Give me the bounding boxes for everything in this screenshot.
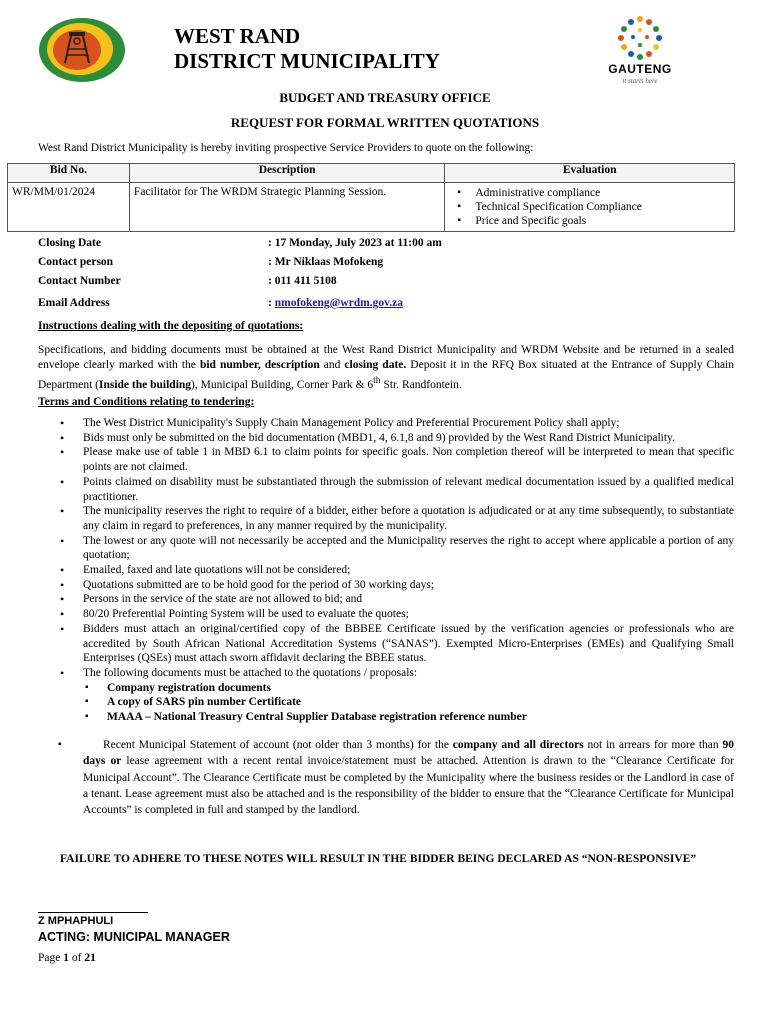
depositing-text-3: Deposit it in the RFQ Box situated at the Entrance of Supply Chain Department ( xyxy=(38,359,734,391)
list-item: • 80/20 Preferential Pointing System will be used to evaluate the quotes; xyxy=(38,607,734,622)
intro-text: West Rand District Municipality is hereby inviting prospective Service Providers to quote on the following: xyxy=(38,142,534,154)
depositing-paragraph xyxy=(38,343,734,393)
depositing-superscript: th xyxy=(373,375,381,386)
email-label: Email Address xyxy=(38,297,110,309)
municipality-title-line2: DISTRICT MUNICIPALITY xyxy=(174,49,440,73)
depositing-heading-colon: : xyxy=(299,320,304,332)
list-item: • Bids must only be submitted on the bid documentation (MBD1, 4, 6.1,8 and 9) provided by the West Rand District Municipality. xyxy=(38,431,734,446)
document-header xyxy=(0,0,770,92)
square-bullet-icon: ▪ xyxy=(58,739,62,750)
list-item: • The West District Municipality's Supply Chain Management Policy and Preferential Procurement Policy shall apply; xyxy=(38,416,734,431)
list-item xyxy=(38,666,734,725)
municipality-title xyxy=(174,24,440,74)
page-of: of xyxy=(68,952,85,964)
email-prefix: : xyxy=(268,297,275,309)
list-item: • Bidders must attach an original/certified copy of the BBBEE Certificate issued by the verification agencies or professionals who are accredited by South African National Accreditation Systems (“SANAS”). Exempted Micro-Enterprises (EMEs) and Qualifying Small Enterprises (QSEs) must attach sworn affidavit declaring the BBEE status. xyxy=(38,622,734,666)
bid-evaluation-cell xyxy=(445,183,735,232)
municipality-title-line1: WEST RAND xyxy=(174,24,301,48)
statement-text-3: lease agreement with a recent rental invoice/statement must be attached. Attention is drawn to the “Clearance Certificate for Municipal Account”. The Clearance Certificate must be completed by the Municipality where the business resides or the Landlord in case of a tenant. Lease agreement must also be attached and is the responsibility of the bidder to ensure that the “Clearance Certificate for Municipal Accounts” is completed in full and stamped by the landlord. xyxy=(83,755,734,817)
gauteng-tagline: it starts here xyxy=(622,77,658,85)
signature-line xyxy=(38,912,148,913)
depositing-text-5: Str. Randfontein. xyxy=(380,378,462,391)
depositing-bold-2: closing date. xyxy=(344,359,407,371)
list-item: ▪ Administrative compliance xyxy=(457,186,730,200)
bid-number-cell: WR/MM/01/2024 xyxy=(8,183,130,232)
list-item: • Quotations submitted are to be hold good for the period of 30 working days; xyxy=(38,578,734,593)
contact-person-label: Contact person xyxy=(38,256,114,268)
gauteng-logo xyxy=(588,15,692,87)
statement-bold-1: company and all directors xyxy=(452,739,584,751)
depositing-heading-text: Instructions dealing with the depositing of quotations xyxy=(38,320,300,332)
list-item: • Please make use of table 1 in MBD 6.1 to claim points for specific goals. Non completion thereof will be interpreted to mean that specific points are not claimed. xyxy=(38,445,734,474)
page-total: 21 xyxy=(84,952,96,964)
municipal-statement-text xyxy=(58,737,734,818)
closing-date-label: Closing Date xyxy=(38,237,101,249)
depositing-bold-1: bid number, description xyxy=(199,359,320,371)
statement-text-2: not in arrears for more than xyxy=(583,739,723,751)
closing-date-value: : 17 Monday, July 2023 at 11:00 am xyxy=(268,237,442,249)
email-value xyxy=(268,297,403,309)
gauteng-name: GAUTENG xyxy=(608,62,672,76)
gauteng-dots-icon xyxy=(588,15,692,61)
statement-text-1: Recent Municipal Statement of account (not older than 3 months) for the xyxy=(103,739,453,751)
bid-table-header-description: Description xyxy=(129,164,444,183)
list-item: • The municipality reserves the right to require of a bidder, either before a quotation is adjudicated or at any time subsequently, to substantiate any claim in regard to preferences, in any manner required by the municipality. xyxy=(38,504,734,533)
page-current: 1 xyxy=(63,952,69,964)
signatory-title: ACTING: MUNICIPAL MANAGER xyxy=(38,930,230,944)
list-item: • Emailed, faxed and late quotations will not be considered; xyxy=(38,563,734,578)
list-item: ▪ A copy of SARS pin number Certificate xyxy=(83,695,734,710)
rfq-title: REQUEST FOR FORMAL WRITTEN QUOTATIONS xyxy=(230,115,540,130)
list-item: ▪ Price and Specific goals xyxy=(457,214,730,228)
municipality-logo-icon xyxy=(38,17,126,83)
depositing-bold-3: Inside the building xyxy=(99,378,192,391)
evaluation-list xyxy=(449,186,730,228)
depositing-text-2: and xyxy=(319,359,345,371)
depositing-heading xyxy=(38,320,303,332)
documents-required-text: • The following documents must be attached to the quotations / proposals: xyxy=(83,666,418,679)
terms-heading: Terms and Conditions relating to tendering: xyxy=(38,396,255,408)
page-number xyxy=(38,952,96,964)
depositing-text-4: ), Municipal Building, Corner Park & 6 xyxy=(191,378,374,391)
signatory-name: Z MPHAPHULI xyxy=(38,915,114,927)
bid-table xyxy=(7,163,735,232)
bid-table-header-row xyxy=(8,164,735,183)
required-documents-list xyxy=(83,681,734,725)
list-item: • The lowest or any quote will not necessarily be accepted and the Municipality reserves the right to accept where applicable a portion of any quotation; xyxy=(38,534,734,563)
table-row xyxy=(8,183,735,232)
page-prefix: Page xyxy=(38,952,64,964)
bid-description-cell: Facilitator for The WRDM Strategic Planning Session. xyxy=(129,183,444,232)
list-item: ▪ Company registration documents xyxy=(83,681,734,696)
terms-list xyxy=(38,416,734,725)
contact-number-label: Contact Number xyxy=(38,275,121,287)
list-item: ▪ Technical Specification Compliance xyxy=(457,200,730,214)
failure-notice: FAILURE TO ADHERE TO THESE NOTES WILL RESULT IN THE BIDDER BEING DECLARED AS “NON-RESPONSIVE” xyxy=(60,853,697,865)
contact-number-value: : 011 411 5108 xyxy=(268,275,337,287)
statement-bold-2: 90 days or xyxy=(83,739,734,768)
contact-person-value: : Mr Niklaas Mofokeng xyxy=(268,256,384,268)
email-link[interactable]: nmofokeng@wrdm.gov.za xyxy=(274,297,403,309)
bid-table-header-evaluation: Evaluation xyxy=(445,164,735,183)
municipal-statement-paragraph xyxy=(58,737,734,818)
office-heading: BUDGET AND TREASURY OFFICE xyxy=(279,90,491,105)
list-item: ▪ MAAA – National Treasury Central Supplier Database registration reference number xyxy=(83,710,734,725)
bid-table-header-bid-no: Bid No. xyxy=(8,164,130,183)
depositing-text-1: Specifications, and bidding documents must be obtained at the West Rand District Municipality and WRDM Website and be returned in a sealed envelope clearly marked with the xyxy=(38,344,734,371)
list-item: • Persons in the service of the state are not allowed to bid; and xyxy=(38,592,734,607)
list-item: • Points claimed on disability must be substantiated through the submission of relevant medical documentation issued by a qualified medical practitioner. xyxy=(38,475,734,504)
